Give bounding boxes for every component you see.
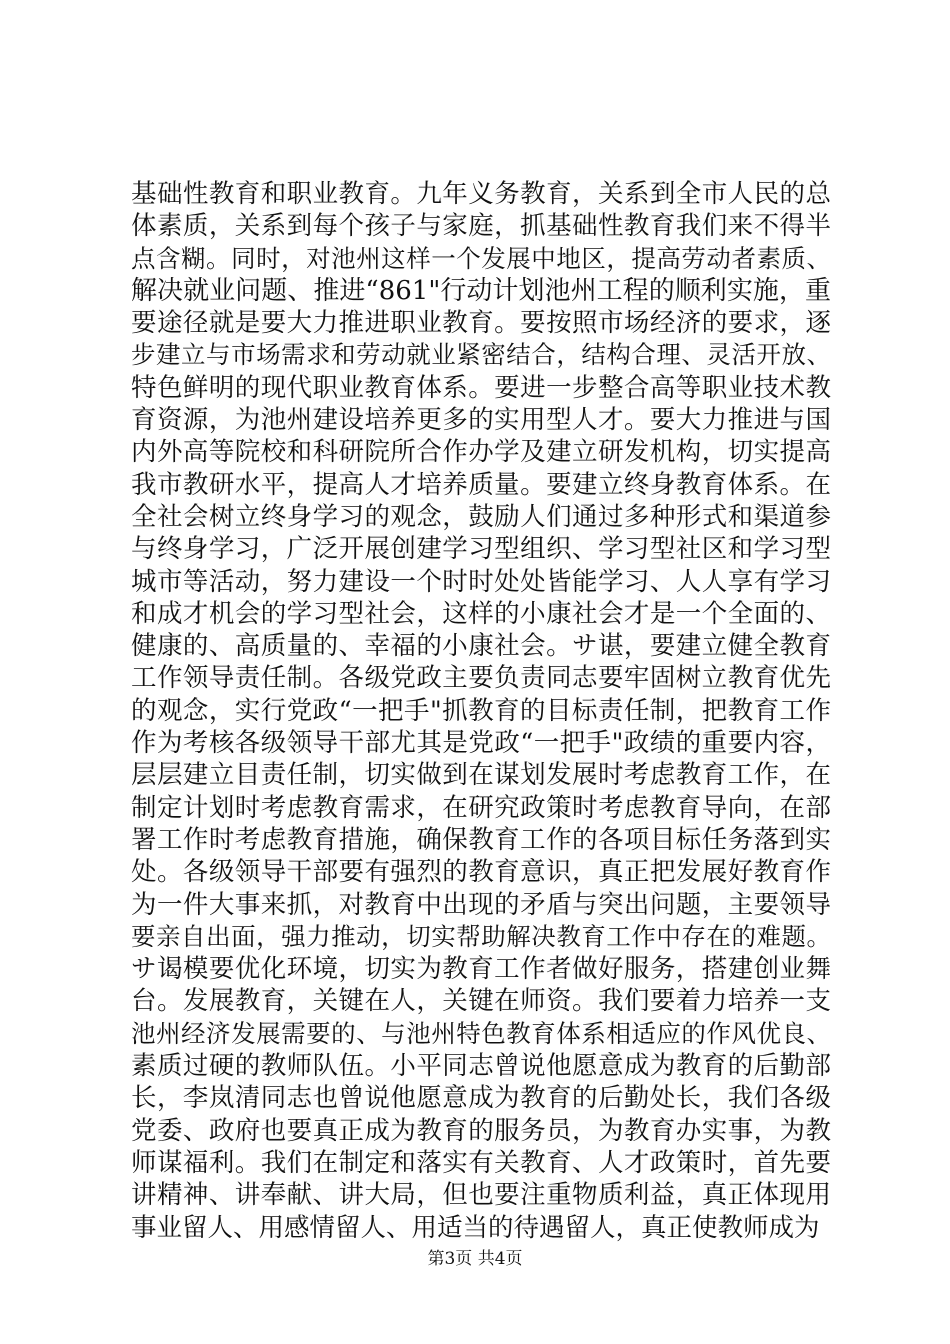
text-line: 步建立与市场需求和劳动就业紧密结合，结构合理、灵活开放、 bbox=[131, 340, 831, 370]
text-line: サ谒模要优化环境，切实为教育工作者做好服务，搭建创业舞 bbox=[131, 954, 831, 985]
text-line: 我市教研水平，提高人才培养质量。要建立终身教育体系。在 bbox=[131, 469, 831, 500]
text-line: 育资源，为池州建设培养更多的实用型人才。要大力推进与国 bbox=[131, 405, 831, 436]
text-line: 要途径就是要大力推进职业教育。要按照市场经济的要求，逐 bbox=[131, 308, 831, 339]
body-text bbox=[131, 178, 831, 1244]
text-line: 署工作时考虑教育措施，确保教育工作的各项目标任务落到实 bbox=[131, 824, 831, 855]
text-line: 和成才机会的学习型社会，这样的小康社会才是一个全面的、 bbox=[131, 598, 831, 629]
text-line: 素质过硬的教师队伍。小平同志曾说他愿意成为教育的后勤部 bbox=[131, 1051, 831, 1082]
text-line: 讲精神、讲奉献、讲大局，但也要注重物质利益，真正体现用 bbox=[131, 1180, 831, 1211]
text-line: 事业留人、用感情留人、用适当的待遇留人，真正使教师成为 bbox=[131, 1212, 820, 1243]
page-footer: 第3页 共4页 bbox=[427, 1249, 523, 1269]
text-line: 体素质，关系到每个孩子与家庭，抓基础性教育我们来不得半 bbox=[131, 211, 831, 242]
text-line: 工作领导责任制。各级党政主要负责同志要牢固树立教育优先 bbox=[131, 663, 831, 694]
text-line: 层层建立目责任制，切实做到在谋划发展时考虑教育工作，在 bbox=[131, 760, 831, 791]
text-line: 池州经济发展需要的、与池州特色教育体系相适应的作风优良、 bbox=[131, 1018, 831, 1048]
text-line: 作为考核各级领导干部尤其是党政“一把手"政绩的重要内容， bbox=[131, 728, 831, 759]
text-line: 台。发展教育，关键在人，关键在师资。我们要着力培养一支 bbox=[131, 986, 831, 1017]
text-line: 制定计划时考虑教育需求，在研究政策时考虑教育导向，在部 bbox=[131, 792, 831, 823]
text-line: 师谋福利。我们在制定和落实有关教育、人才政策时，首先要 bbox=[131, 1147, 831, 1178]
text-line: 与终身学习，广泛开展创建学习型组织、学习型社区和学习型 bbox=[131, 534, 831, 565]
text-line: 党委、政府也要真正成为教育的服务员，为教育办实事，为教 bbox=[131, 1115, 831, 1146]
text-line: 长，李岚清同志也曾说他愿意成为教育的后勤处长，我们各级 bbox=[131, 1083, 831, 1114]
text-line: 内外高等院校和科研院所合作办学及建立研发机构，切实提高 bbox=[131, 437, 831, 468]
text-line: 点含糊。同时，对池州这样一个发展中地区，提高劳动者素质、 bbox=[131, 243, 831, 273]
text-line: 特色鲜明的现代职业教育体系。要进一步整合高等职业技术教 bbox=[131, 372, 831, 403]
text-line: 的观念，实行党政“一把手"抓教育的目标责任制，把教育工作 bbox=[131, 695, 831, 726]
text-line: 基础性教育和职业教育。九年义务教育，关系到全市人民的总 bbox=[131, 179, 831, 209]
text-line: 健康的、高质量的、幸福的小康社会。サ谌，要建立健全教育 bbox=[131, 631, 831, 662]
text-line: 全社会树立终身学习的观念，鼓励人们通过多种形式和渠道参 bbox=[131, 501, 831, 532]
text-line: 城市等活动，努力建设一个时时处处皆能学习、人人享有学习 bbox=[131, 566, 831, 597]
text-line: 处。各级领导干部要有强烈的教育意识，真正把发展好教育作 bbox=[131, 857, 831, 888]
text-line: 为一件大事来抓，对教育中出现的矛盾与突出问题，主要领导 bbox=[131, 889, 831, 920]
text-line: 要亲自出面，强力推动，切实帮助解决教育工作中存在的难题。 bbox=[131, 921, 831, 951]
text-line: 解决就业问题、推进“861"行动计划池州工程的顺利实施，重 bbox=[131, 275, 831, 306]
